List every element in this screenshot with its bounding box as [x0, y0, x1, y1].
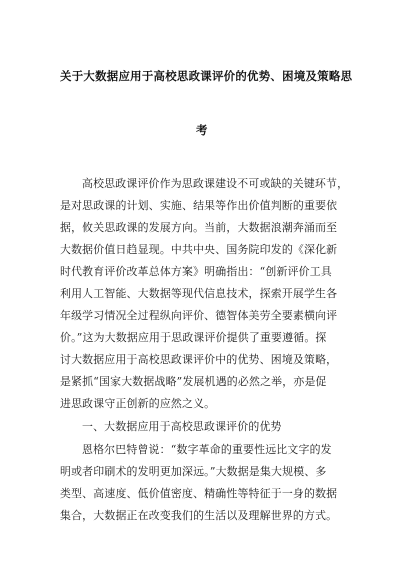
paragraph-2-line-2: 明或者印刷术的发明更加深远。”大数据是集大规模、多	[60, 465, 327, 478]
paragraph-1-line-5: 时代教育评价改革总体方案》明确指出：“创新评价工具	[60, 265, 332, 278]
paragraph-1-line-11: 进思政课守正创新的应然之义。	[60, 397, 216, 410]
paragraph-2-line-3: 类型、高速度、低价值密度、精确性等特征于一身的数据	[60, 487, 338, 500]
paragraph-1-line-4: 大数据价值日趋显现。中共中央、国务院印发的《深化新	[60, 243, 338, 256]
document-title-line2: 考	[196, 123, 208, 137]
document-title-line1: 关于大数据应用于高校思政课评价的优势、困境及策略思	[60, 69, 353, 83]
paragraph-1-line-1: 高校思政课评价作为思政课建设不可或缺的关键环节，	[82, 177, 349, 190]
paragraph-1-line-6: 利用人工智能、大数据等现代信息技术，探索开展学生各	[60, 287, 338, 300]
paragraph-1-line-7: 年级学习情况全过程纵向评价、德智体美劳全要素横向评	[60, 309, 338, 322]
paragraph-1-line-9: 讨大数据应用于高校思政课评价中的优势、困境及策略，	[60, 353, 338, 366]
paragraph-2-line-4: 集合，大数据正在改变我们的生活以及理解世界的方式。	[60, 509, 338, 522]
paragraph-1-line-3: 据，攸关思政课的发展方向。当前，大数据浪潮奔涌而至	[60, 221, 338, 234]
paragraph-1-line-8: 价。”这为大数据应用于思政课评价提供了重要遵循。探	[60, 331, 327, 344]
section-heading: 一、大数据应用于高校思政课评价的优势	[82, 420, 282, 433]
paragraph-2-line-1: 恩格尔巴特曾说：“数字革命的重要性远比文字的发	[82, 443, 332, 456]
paragraph-1-line-10: 是紧抓“国家大数据战略”发展机遇的必然之举，亦是促	[60, 375, 327, 388]
paragraph-1-line-2: 是对思政课的计划、实施、结果等作出价值判断的重要依	[60, 199, 338, 212]
